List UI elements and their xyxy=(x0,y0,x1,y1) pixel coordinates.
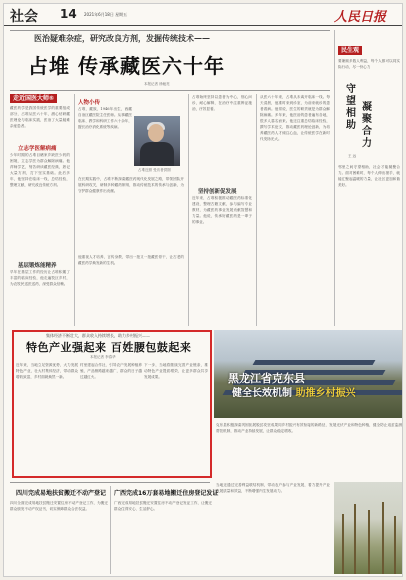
sub-heading: 人物小传 xyxy=(78,100,101,106)
photo-title: 黑龙江省克东县 xyxy=(228,372,305,385)
sub-heading: 立志学医解病痛 xyxy=(18,146,57,152)
column-rule xyxy=(110,486,111,574)
body-text: 广西完成易地扶贫搬迁安置住房不动产登记发证工作，让搬迁群众住得安心、生活舒心。 xyxy=(114,501,212,511)
body-text: 少年时期的占堆目睹家乡缺医少药的困境，立志学医为群众解除病痛。他拜师学艺，刻苦研读藏医经典，熟记大量方剂，打下坚实基础。此后多年，他坚持在临床一线，总结经验，整理文献，研究改良传统方剂。 xyxy=(10,153,70,187)
photo-caption: 占堆近照 受访者供图 xyxy=(138,168,171,172)
divider xyxy=(10,482,210,483)
sub-heading: 基层锻炼能精养 xyxy=(18,263,57,269)
column-rule xyxy=(188,94,189,326)
body-text: 占堆，藏族，1946年出生，西藏自治区藏医院主任医师。从事藏医临床、教学和科研工作六十余年，擅长治疗消化系统等疾病。 xyxy=(78,107,132,129)
story-byline: 本报记者 李春华 xyxy=(90,355,116,359)
body-text: 邻里之间守望相助，社会才能凝聚合力。面对困难时，每个人伸出援手，就能汇聚起温暖的力量，让社区更加和谐美好。 xyxy=(338,165,400,187)
divider xyxy=(10,90,330,91)
photo-subtitle-a: 健全长效机制 xyxy=(232,388,292,399)
field-photo-corn xyxy=(334,482,403,574)
lead-byline: 本报记者 徐驰亮 xyxy=(144,82,170,86)
column-tag: 走近国医大师⑤ xyxy=(10,94,57,103)
body-text: 要兼顾多数人利益，每个人都可以同实际行动，尽一份心力 xyxy=(338,59,400,69)
commentary-title: 凝聚合力 xyxy=(362,102,372,149)
body-text: 近年来，占堆积极推动藏医药标准化建设，整理古籍文献，参与编写专业教材，为藏医药事业发展贡献智慧和力量。他说，传承好藏医药是一辈子的事业。 xyxy=(192,196,252,224)
commentary-byline: 王 远 xyxy=(348,154,357,158)
body-text: 近年来，当地立足资源优势，大力发展特色产业，壮大村集体经济，带动群众增收致富，乡村面貌焕然一新。 xyxy=(16,363,78,379)
page-number: 14 xyxy=(60,7,77,21)
column-tag: 民生观 xyxy=(338,46,362,55)
commentary-title: 守望相助 xyxy=(346,84,356,131)
lead-kicker: 医治疑难杂症，研究改良方剂，发掘传统技术—— xyxy=(34,33,210,43)
story-headline-left: 四川完成易地扶贫搬迁不动产登记 xyxy=(16,490,107,497)
column-rule xyxy=(334,30,335,326)
body-text: 占堆始终坚持以患者为中心，细心问诊，耐心解释，在治疗中注重辨证施治，疗效显著。 xyxy=(192,95,252,111)
photo-subtitle xyxy=(232,384,355,399)
lead-headline: 占堆 传承藏医六十年 xyxy=(28,54,225,78)
story-kicker: 集体经济不断壮大，群众收入持续增长，助力乡村振兴—— xyxy=(46,333,150,338)
body-text: 四川全面完成易地扶贫搬迁安置住房不动产登记工作，为搬迁群众颁发不动产权证书，切实保障群众合法权益。 xyxy=(10,501,108,511)
column-rule xyxy=(256,94,257,326)
portrait-photo xyxy=(134,116,180,166)
section-name: 社会 xyxy=(10,9,38,25)
newspaper-page xyxy=(3,3,403,577)
body-text: 藏医药学是我国传统医学的重要组成部分，占堆从医六十年，潜心钻研藏医理论与临床实践，医治了大量疑难杂症患者。 xyxy=(10,106,70,128)
body-text: 克东县积极探索巩固拓展脱贫攻坚成果同乡村振兴有效衔接的新路径，发展光伏产业和特色种植，健全防止返贫监测帮扶机制，推动产业持续发展，让群众稳定增收。 xyxy=(216,423,402,433)
issue-date: 2021年6月18日 星期五 xyxy=(84,12,128,17)
newspaper-logo: 人民日报 xyxy=(334,10,387,25)
body-text: 村里建起合作社，引导农户发展种植养殖，产品销路越来越广，群众的日子越过越红火。 xyxy=(80,363,142,379)
column-rule xyxy=(74,94,75,326)
story-headline: 特色产业强起来 百姓腰包鼓起来 xyxy=(26,341,192,354)
divider xyxy=(10,30,330,31)
sub-heading: 坚持创新促发展 xyxy=(198,189,237,195)
body-text: 从医六十年来，占堆从未离开临床一线。每天清晨，他准时来到诊室，为前来就诊的患者看病。他常说，医生的职责就是为群众解除病痛。多年来，他医治的患者遍布各地，很多人慕名而来。他还注重总结临床经验，撰写学术论文，推动藏医药理论创新，为培养藏医药人才倾注心血，让传统医学在新时代发扬光大。 xyxy=(260,95,330,141)
body-text: 当地还通过完善利益联结机制，带动农户参与产业发展，着力提升产业发展质量和效益，不断增强内生发展动力。 xyxy=(216,483,330,493)
body-text: 下一步，当地将继续完善产业链条，推动特色产业提质增效，让更多群众共享发展成果。 xyxy=(144,363,208,379)
body-text: 他重视人才培养，言传身教，带出一批又一批藏医骨干，让古老的藏医药学焕发新的生机。 xyxy=(78,255,184,265)
photo-subtitle-b: 助推乡村振兴 xyxy=(295,388,356,399)
story-headline-right: 广西完成16万套易地搬迁住房登记发证 xyxy=(114,490,219,497)
masthead xyxy=(4,4,403,26)
body-text: 早年在基层工作的经历让占堆积累了丰富的临床经验，他走遍牧区乡村，为农牧民送医送药，深受群众信赖。 xyxy=(10,270,70,286)
body-text: 在长期实践中，占堆不断探索藏医药现代化发展之路，带领团队开展科研攻关，研制多种藏药制剂，推动传统技术的传承与创新，为守护群众健康作出贡献。 xyxy=(78,177,184,193)
